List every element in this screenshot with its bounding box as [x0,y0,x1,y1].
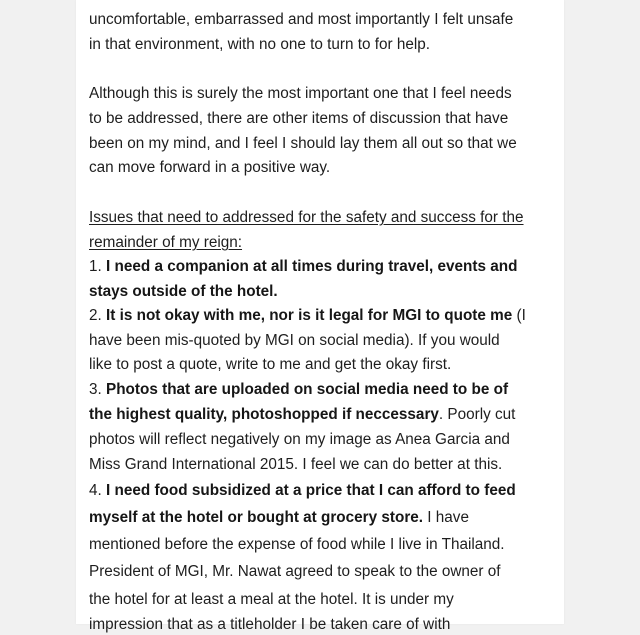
text-line: in that environment, with no one to turn to for help. [89,36,430,53]
text-line: President of MGI, Mr. Nawat agreed to speak to the owner of [89,563,501,580]
text-line: uncomfortable, embarrassed and most importantly I felt unsafe [89,11,514,28]
item-number: 3. [89,381,107,398]
text-line: like to post a quote, write to me and get the okay first. [89,356,452,373]
text-line: the hotel for at least a meal at the hotel. It is under my [89,591,454,608]
list-item-3 [89,405,515,425]
heading-line: remainder of my reign: [89,234,243,251]
plain-text: (I [512,307,526,324]
bold-text: myself at the hotel or bought at grocery store. [89,509,424,526]
section-heading [89,208,524,228]
list-item-2 [89,306,526,326]
plain-text: I have [423,509,469,526]
bold-text: I need food subsidized at a price that I can afford to feed [106,482,516,499]
list-item-4 [89,481,516,501]
list-item-1 [89,282,278,302]
text-line: can move forward in a positive way. [89,159,331,176]
list-item-1 [89,257,517,277]
text-line: impression that as a titleholder I be taken care of with [89,616,451,633]
text-line: to be addressed, there are other items of discussion that have [89,110,509,127]
text-line: mentioned before the expense of food while I live in Thailand. [89,536,505,553]
item-number: 2. [89,307,107,324]
bold-text: It is not okay with me, nor is it legal for MGI to quote me [106,307,513,324]
text-line: Although this is surely the most important one that I feel needs [89,85,512,102]
bold-text: stays outside of the hotel. [89,283,278,300]
text-line: photos will reflect negatively on my image as Anea Garcia and [89,431,510,448]
item-number: 1. [89,258,107,275]
list-item-3 [89,380,508,400]
item-number: 4. [89,482,107,499]
text-line: Miss Grand International 2015. I feel we can do better at this. [89,456,503,473]
bold-text: Photos that are uploaded on social media need to be of [106,381,509,398]
text-line: have been mis-quoted by MGI on social media). If you would [89,332,500,349]
plain-text: . Poorly cut [438,406,516,423]
section-heading [89,233,242,253]
heading-line: Issues that need to addressed for the safety and success for the [89,209,524,226]
bold-text: the highest quality, photoshopped if neccessary [89,406,439,423]
text-line: been on my mind, and I feel I should lay them all out so that we [89,135,517,152]
list-item-4 [89,508,469,528]
bold-text: I need a companion at all times during travel, events and [106,258,518,275]
